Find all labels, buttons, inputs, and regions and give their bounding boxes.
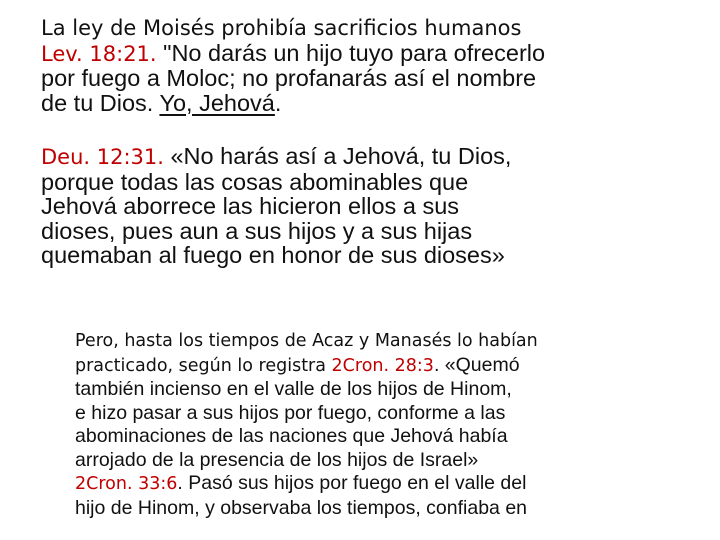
chronicles-intro-2 [75, 354, 715, 379]
chronicles-28-quote-3: e hizo pasar a sus hijos por fuego, conforme a las [75, 401, 506, 424]
leviticus-quote-3-post: . [274, 89, 282, 116]
chronicles-33-quote-1: . Pasó sus hijos por fuego en el valle del [177, 472, 527, 494]
chronicles-28-quote-5: arrojado de la presencia de los hijos de Israel» [75, 448, 479, 471]
leviticus-reference: Lev. 18:21. [41, 41, 157, 66]
leviticus-quote-3 [41, 91, 720, 116]
chronicles-block [75, 330, 715, 520]
chronicles-intro-1: Pero, hasta los tiempos de Acaz y Manasés lo habían [75, 331, 538, 351]
leviticus-quote-2: por fuego a Moloc; no profanarás así el nombre [41, 65, 537, 91]
leviticus-quote-1: "No darás un hijo tuyo para ofrecerlo [156, 39, 546, 66]
deuteronomy-quote-3: Jehová aborrece las hicieron ellos a sus [41, 193, 460, 219]
deuteronomy-quote-2: porque todas las cosas abominables que [41, 168, 469, 195]
deuteronomy-reference: Deu. 12:31. [41, 145, 164, 169]
leviticus-line [41, 41, 720, 67]
leviticus-underlined: Yo, Jehová [159, 89, 275, 116]
chronicles-33-reference: 2Cron. 33:6 [75, 474, 178, 494]
leviticus-quote-3-pre: de tu Dios. [41, 89, 160, 116]
heading: La ley de Moisés prohibía sacrificios humanos [41, 16, 522, 40]
law-of-moses-block [41, 16, 720, 115]
chronicles-33-line [75, 472, 715, 497]
chronicles-28-quote-2: también incienso en el valle de los hijos de Hinom, [75, 378, 512, 400]
deuteronomy-block [41, 144, 720, 268]
deuteronomy-quote-4: dioses, pues aun a sus hijos y a sus hijas [41, 217, 473, 244]
deuteronomy-line [41, 144, 720, 170]
chronicles-28-reference: 2Cron. 28:3 [331, 355, 434, 376]
heading-line [41, 16, 720, 41]
chronicles-intro-2-pre: practicado, según lo registra [75, 355, 332, 376]
deuteronomy-quote-5: quemaban al fuego en honor de sus dioses» [41, 242, 505, 268]
chronicles-28-quote-4: abominaciones de las naciones que Jehová había [75, 425, 508, 447]
chronicles-33-quote-2: hijo de Hinom, y observaba los tiempos, confiaba en [75, 496, 528, 519]
chronicles-28-quote-start: . «Quemó [433, 353, 520, 376]
deuteronomy-quote-1: «No harás así a Jehová, tu Dios, [163, 143, 512, 169]
